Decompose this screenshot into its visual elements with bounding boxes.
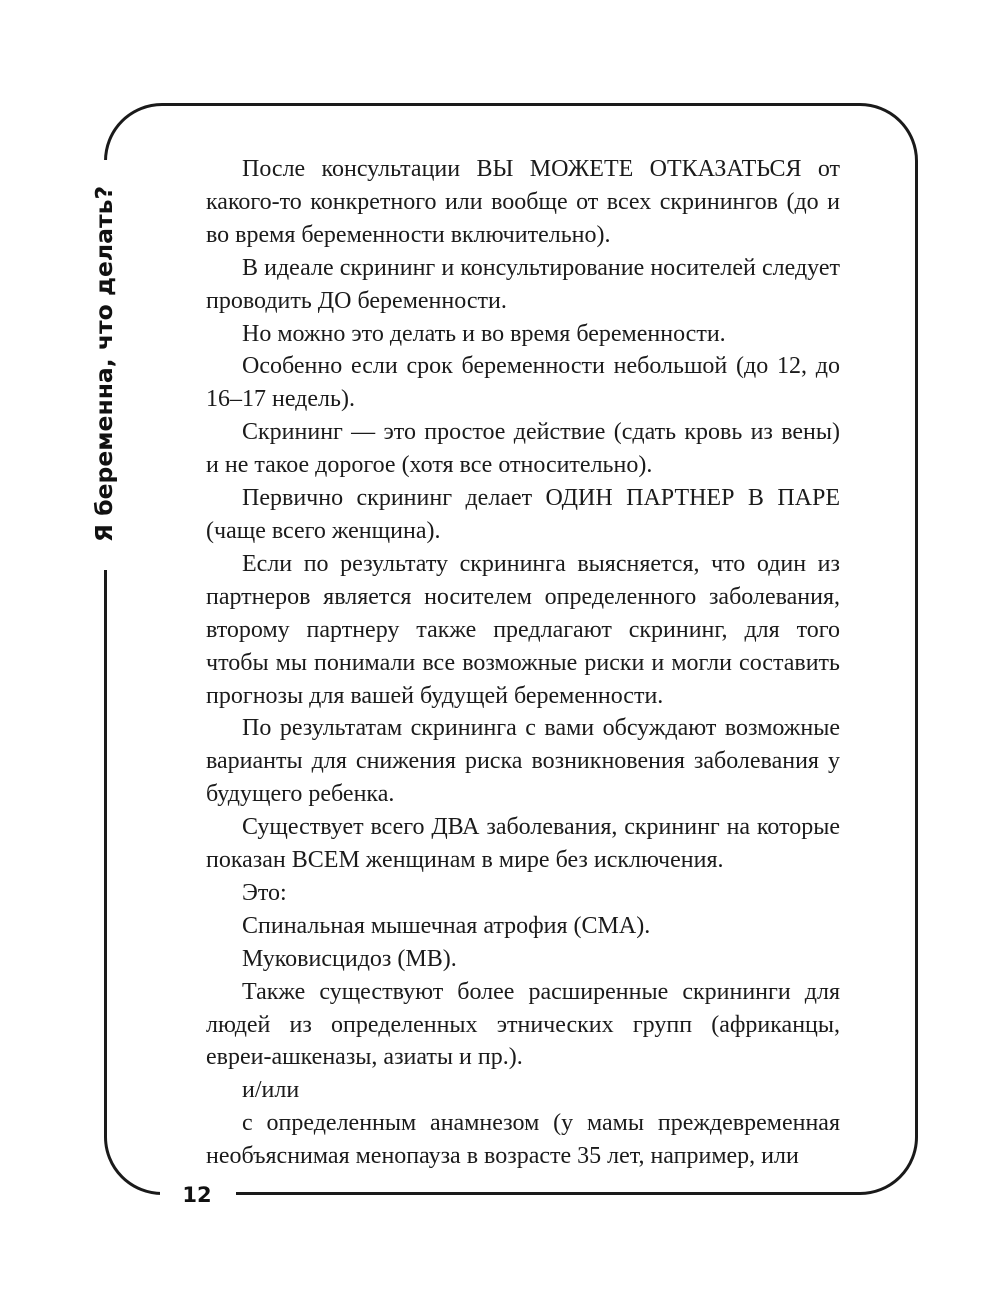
paragraph: Первично скрининг делает ОДИН ПАРТНЕР В ПАРЕ (чаще всего женщина).: [206, 485, 840, 544]
paragraph: По результатам скрининга с вами обсуждают возможные варианты для снижения риска возникновения заболевания у будущего ребенка.: [206, 715, 840, 808]
paragraph: В идеале скрининг и консультирование носителей следует проводить ДО беременности.: [206, 254, 840, 314]
page-number: 12: [182, 1183, 212, 1207]
body-text: [206, 153, 840, 1173]
paragraph: Скрининг — это простое действие (сдать кровь из вены) и не такое дорогое (хотя все относительно).: [206, 419, 840, 479]
paragraph: Если по результату скрининга выясняется, что один из партнеров является носителем определенного заболевания, второму партнеру также предлагают скрининг, для того чтобы мы понимали все возможные риски и могли составить прогнозы для вашей будущей беременности.: [206, 550, 840, 709]
paragraph: После консультации ВЫ МОЖЕТЕ ОТКАЗАТЬСЯ от какого-то конкретного или вообще от всех скринингов (до и во время беременности включительно).: [206, 156, 840, 248]
paragraph: Также существуют более расширенные скрининги для людей из определенных этнических групп (африканцы, евреи-ашкеназы, азиаты и пр.).: [206, 978, 840, 1071]
paragraph: Существует всего ДВА заболевания, скрининг на которые показан ВСЕМ женщинам в мире без исключения.: [206, 814, 840, 874]
paragraph: Особенно если срок беременности небольшой (до 12, до 16–17 недель).: [206, 353, 840, 413]
paragraph: Это:: [242, 879, 287, 906]
paragraph: и/или: [242, 1077, 300, 1104]
chapter-side-title-text: Я беременна, что делать?: [90, 185, 118, 543]
paragraph: Спинальная мышечная атрофия (СМА).: [242, 912, 651, 939]
paragraph: Муковисцидоз (МВ).: [242, 945, 457, 972]
paragraph: с определенным анамнезом (у мамы преждевременная необъяснимая менопауза в возрасте 35 лет, например, или: [206, 1110, 840, 1170]
paragraph: Но можно это делать и во время беременности.: [242, 320, 726, 347]
